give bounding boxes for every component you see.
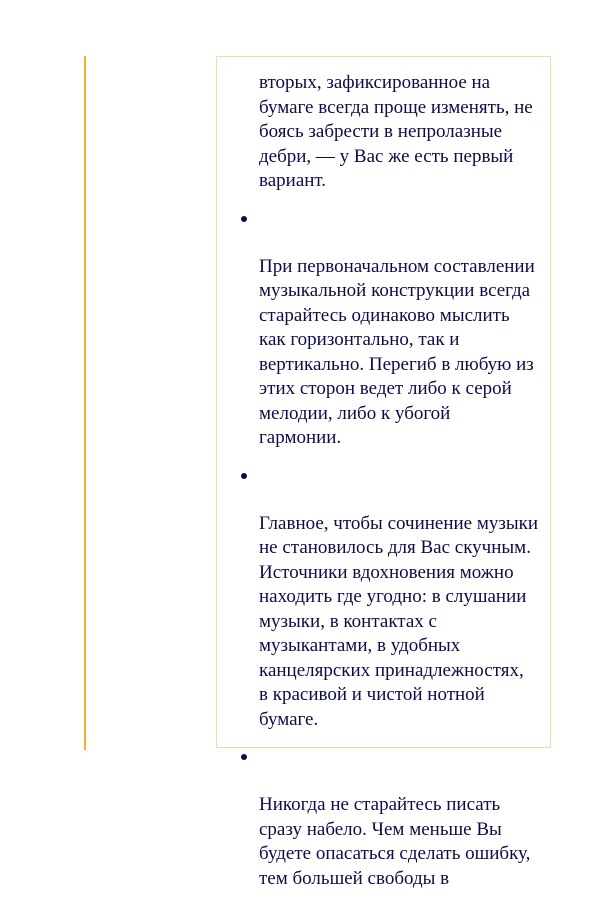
panel-content <box>239 71 551 903</box>
bullet-item-2 <box>239 463 551 733</box>
text-panel <box>216 56 551 889</box>
bullet-dot-icon <box>241 754 247 760</box>
bullet-text-2: Главное, чтобы сочинение музыки не становилось для Вас скучным. Источники вдохновения можно находить где угодно: в слушании музыки, в контактах с музыкантами, в удобных канцелярских принадлежностях, в красивой и чистой нотной бумаге. <box>259 512 539 730</box>
bullet-dot-icon <box>241 216 247 222</box>
continuation-paragraph: вторых, зафиксированное на бумаге всегда проще изменять, не боясь забрести в непролазные дебри, — у Вас же есть первый вариант. <box>259 72 533 191</box>
left-margin-rule <box>84 56 86 750</box>
bullet-dot-icon <box>241 473 247 479</box>
bullet-item-3 <box>239 744 551 891</box>
bullet-item-1 <box>239 206 551 451</box>
bullet-text-3: Никогда не старайтесь писать сразу набело. Чем меньше Вы будете опасаться сделать ошибку, тем большей свободы в <box>259 794 531 889</box>
bullet-text-1: При первоначальном составлении музыкальной конструкции всегда старайтесь одинаково мыслить как горизонтально, так и вертикально. Перегиб в любую из этих сторон ведет либо к серой мелодии, либо к убогой гармонии. <box>259 255 535 448</box>
